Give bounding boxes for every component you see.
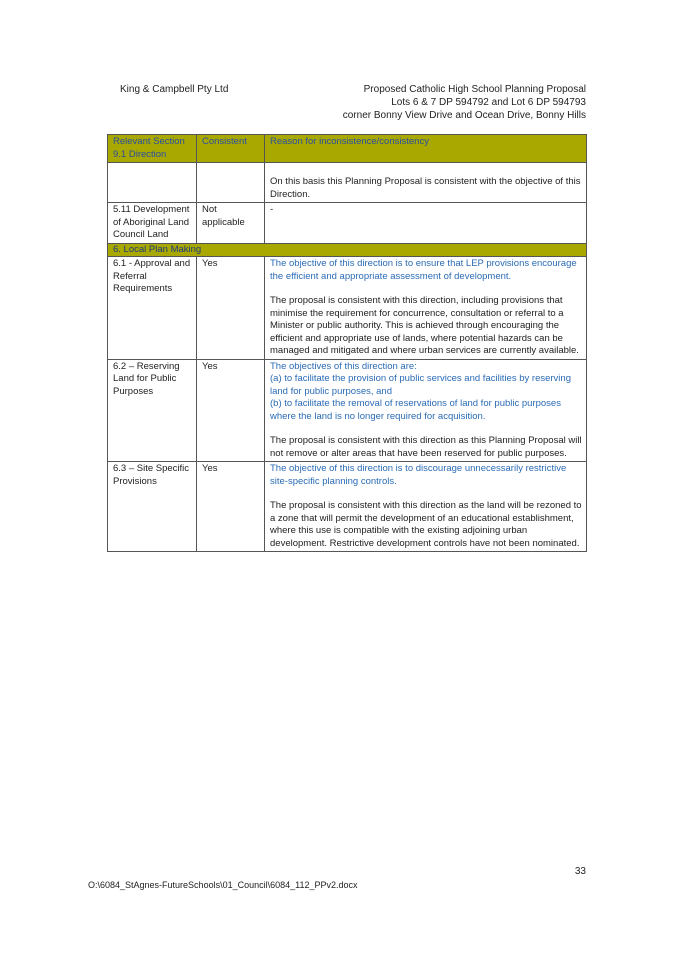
col-header-consistent: Consistent — [197, 135, 265, 163]
col-header-section: Relevant Section 9.1 Direction — [108, 135, 197, 163]
table-row — [108, 163, 587, 203]
table-header-row — [108, 135, 587, 163]
header-company: King & Campbell Pty Ltd — [120, 84, 229, 95]
cell-consistent: Yes — [197, 257, 265, 360]
reason-text: The proposal is consistent with this direction, including provisions that minimise the requirement for concurrence, consultation or referral to a Minister or public authority. This is achieved through encouraging the efficient and appropriate use of lands, where potential hazards can be managed and mitigated and where urban services are currently available. — [270, 295, 579, 356]
cell-section: 6.1 - Approval and Referral Requirements — [108, 257, 197, 360]
cell-reason — [265, 359, 587, 462]
table-row — [108, 257, 587, 360]
section-row — [108, 243, 587, 257]
table-row — [108, 203, 587, 244]
section-title: 6. Local Plan Making — [108, 243, 587, 257]
reason-text: The proposal is consistent with this direction as the land will be rezoned to a zone that will permit the development of an educational establishment, where this use is compatible with the existing adjoining urban development. Restrictive development controls have not been nominated. — [270, 500, 582, 549]
objective-a: (a) to facilitate the provision of public services and facilities by reserving land for public purposes, and — [270, 373, 571, 397]
objective-b: (b) to facilitate the removal of reservations of land for public purposes where the land is no longer required for acquisition. — [270, 398, 561, 422]
reason-text: The proposal is consistent with this direction as this Planning Proposal will not remove or alter areas that have been reserved for public purposes. — [270, 435, 582, 459]
cell-section: 6.2 – Reserving Land for Public Purposes — [108, 359, 197, 462]
direction-table — [107, 134, 587, 552]
objective-intro: The objectives of this direction are: — [270, 360, 417, 372]
objective-text: The objective of this direction is to discourage unnecessarily restrictive site-specific planning controls. — [270, 463, 567, 487]
cell-reason — [265, 257, 587, 360]
table-row — [108, 359, 587, 462]
table-row — [108, 462, 587, 552]
cell-reason — [265, 462, 587, 552]
cell-section: 5.11 Development of Aboriginal Land Council Land — [108, 203, 197, 244]
footer-file-path: O:\6084_StAgnes-FutureSchools\01_Council\6084_112_PPv2.docx — [88, 880, 358, 890]
header-line-1: Proposed Catholic High School Planning Proposal — [363, 84, 586, 95]
col-header-reason: Reason for inconsistence/consistency — [265, 135, 587, 163]
objective-text: The objective of this direction is to ensure that LEP provisions encourage the efficient and appropriate assessment of development. — [270, 258, 577, 282]
cell-reason — [265, 163, 587, 203]
cell-consistent — [197, 163, 265, 203]
reason-text: On this basis this Planning Proposal is consistent with the objective of this Direction. — [270, 176, 581, 200]
cell-consistent: Yes — [197, 359, 265, 462]
header-project — [343, 83, 586, 122]
cell-section: 6.3 – Site Specific Provisions — [108, 462, 197, 552]
cell-consistent: Yes — [197, 462, 265, 552]
header-line-2: Lots 6 & 7 DP 594792 and Lot 6 DP 594793 — [391, 97, 586, 108]
cell-consistent: Not applicable — [197, 203, 265, 244]
cell-reason: - — [265, 203, 587, 244]
page-number: 33 — [574, 866, 586, 877]
cell-section — [108, 163, 197, 203]
header-line-3: corner Bonny View Drive and Ocean Drive, Bonny Hills — [342, 110, 586, 121]
